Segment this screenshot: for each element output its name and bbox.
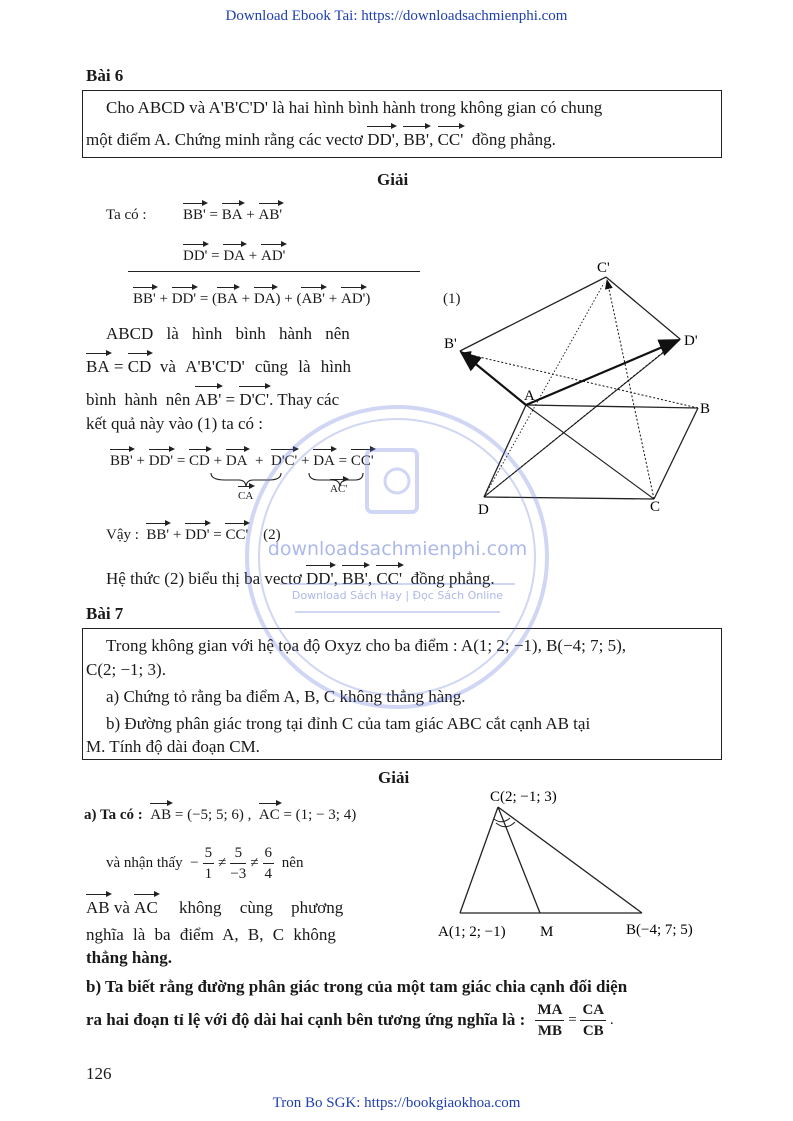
bai6-title: Bài 6 xyxy=(86,66,124,85)
eq1-label: (1) xyxy=(443,291,461,307)
bai6-vay: Vậy : BB' + DD' = CC' (2) xyxy=(106,527,281,543)
header-download-link[interactable]: Download Ebook Tai: https://downloadsachmienphi.com xyxy=(225,8,568,24)
label7-B: B(−4; 7; 5) xyxy=(626,922,693,938)
label-B: B xyxy=(700,401,711,417)
bai7-line3: a) Chứng tỏ rằng ba điểm A, B, C không thẳng hàng. xyxy=(106,687,466,706)
bai6-eq-subst: BB' + DD' = CD + DA + D'C' + DA = CC' xyxy=(110,453,374,469)
vector-BBp: BB' xyxy=(403,130,430,149)
bai6-p1-l1: ABCD là hình bình hành nên xyxy=(106,324,350,343)
bai7-line1: Trong không gian với hệ tọa độ Oxyz cho ba điểm : A(1; 2; −1), B(−4; 7; 5), xyxy=(106,636,627,655)
label7-C: C(2; −1; 3) xyxy=(490,789,557,805)
label-Dp: D' xyxy=(684,333,698,349)
label7-A: A(1; 2; −1) xyxy=(438,924,506,940)
bai6-p1-l3: bình hành nên AB' = D'C'. Thay các xyxy=(86,390,340,409)
brace-label-ACp: AC' xyxy=(330,483,348,495)
bai7-a-taco: a) Ta có : AB = (−5; 5; 6) , AC = (1; − 3; 4) xyxy=(84,807,357,823)
bai6-eq-sum: BB' + DD' = (BA + DA) + (AB' + AD') xyxy=(133,291,371,307)
bai6-conclusion: Hệ thức (2) biểu thị ba vectơ DD', BB', CC' đồng phẳng. xyxy=(106,569,495,588)
bai6-eq-bb: BB' = BA + AB' xyxy=(183,207,283,223)
label-Bp: B' xyxy=(444,336,457,352)
bai7-giai: Giải xyxy=(378,768,410,787)
label-A: A xyxy=(524,388,535,404)
bai7-line5: M. Tính độ dài đoạn CM. xyxy=(86,737,260,756)
brace-label-CA: CA xyxy=(238,490,254,502)
bai6-eq-dd: DD' = DA + AD' xyxy=(183,248,286,264)
bai7-line2: C(2; −1; 3). xyxy=(86,660,166,679)
bai6-problem-line2: một điểm A. Chứng minh rằng các vectơ DD', BB', CC' đồng phẳng. xyxy=(86,130,556,149)
page-number: 126 xyxy=(86,1064,112,1083)
bai7-b-l2: ra hai đoạn tỉ lệ với độ dài hai cạnh bên tương ứng nghĩa là : $\frac{MA}{MB}$ = $\frac{CA}{CB}$ . xyxy=(86,1001,614,1039)
bai6-p1-l2: BA = CD và A'B'C'D' cũng là hình xyxy=(86,357,351,376)
vector-CCp: CC' xyxy=(437,130,464,149)
bai7-title: Bài 7 xyxy=(86,604,124,623)
label-Cp: C' xyxy=(597,260,610,276)
watermark-site: downloadsachmienphi.com xyxy=(267,538,528,560)
bai7-figure xyxy=(430,783,730,943)
label-D: D xyxy=(478,502,489,518)
bai6-taco: Ta có : xyxy=(106,207,147,223)
vector-DDp: DD' xyxy=(367,130,395,149)
bai6-p1-l4: kết quả này vào (1) ta có : xyxy=(86,414,264,433)
label7-M: M xyxy=(540,924,554,940)
bai7-line4: b) Đường phân giác trong tại đỉnh C của tam giác ABC cắt cạnh AB tại xyxy=(106,714,591,733)
bai7-b-l1: b) Ta biết rằng đường phân giác trong của một tam giác chia cạnh đối diện xyxy=(86,977,628,996)
bai6-giai: Giải xyxy=(377,170,409,189)
bai6-problem-line1: Cho ABCD và A'B'C'D' là hai hình bình hành trong không gian có chung xyxy=(106,98,603,117)
sum-rule xyxy=(128,271,420,272)
watermark-tagline: Download Sách Hay | Đọc Sách Online xyxy=(291,589,504,602)
label-C: C xyxy=(650,499,661,515)
bai7-a-l4: nghĩa là ba điểm A, B, C không xyxy=(86,925,336,944)
bai7-a-nhanthay: và nhận thấy − $\frac{5}{1}$ ≠ $\frac{5}{-3}$ ≠ $\frac{6}{4}$ nên xyxy=(106,844,304,882)
bai7-a-l5: thẳng hàng. xyxy=(86,948,172,967)
bai7-a-l3: AB và AC không cùng phương xyxy=(86,898,344,917)
footer-sgk-link[interactable]: Tron Bo SGK: https://bookgiaokhoa.com xyxy=(272,1095,521,1111)
